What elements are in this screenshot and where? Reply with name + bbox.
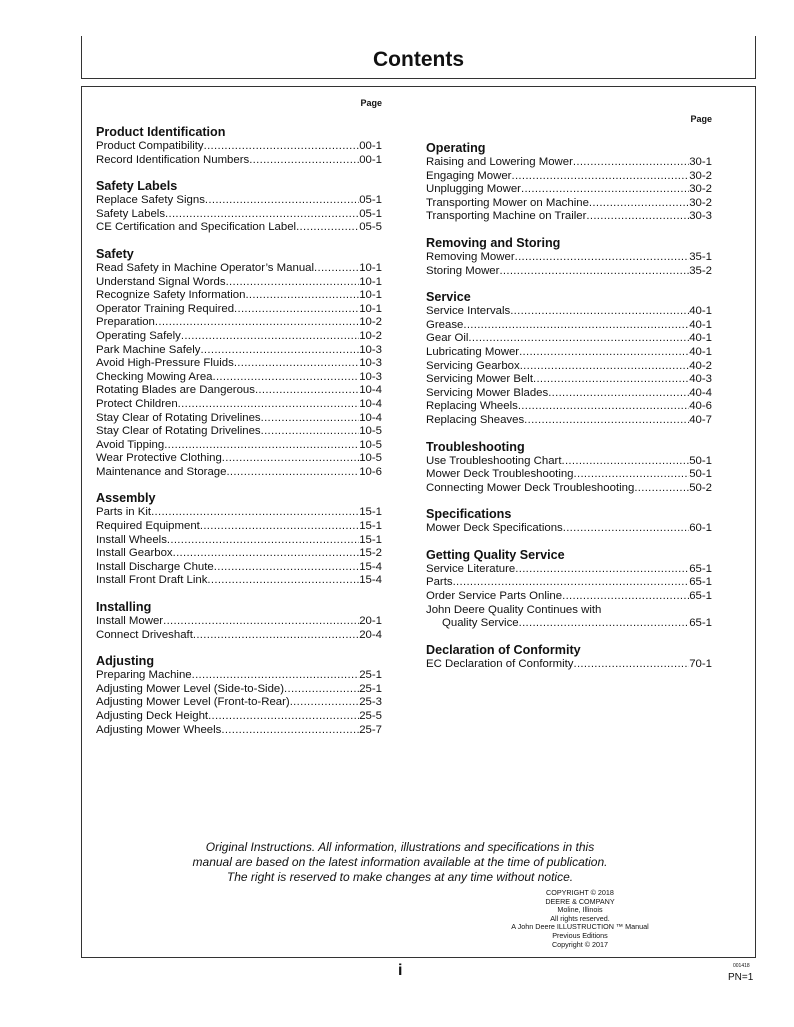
dot-leader <box>468 332 689 346</box>
toc-section <box>426 440 712 496</box>
entry-page: 65-1 <box>689 562 712 575</box>
toc-entry[interactable] <box>96 615 382 629</box>
dot-leader <box>155 316 359 330</box>
note-line: manual are based on the latest information available at the time of publication. <box>192 855 608 869</box>
toc-entry[interactable] <box>96 357 382 371</box>
toc-entry[interactable] <box>96 683 382 697</box>
toc-entry[interactable] <box>96 262 382 276</box>
toc-entry[interactable] <box>96 547 382 561</box>
toc-entry[interactable] <box>426 360 712 374</box>
entry-page: 50-2 <box>689 481 712 494</box>
entry-label: Lubricating Mower <box>426 345 520 358</box>
entry-page: 10-2 <box>359 329 382 342</box>
dot-leader <box>234 357 359 371</box>
toc-entry[interactable] <box>426 455 712 469</box>
section-title: Installing <box>96 600 152 615</box>
entry-label: Preparation <box>96 316 155 329</box>
toc-entry[interactable] <box>96 574 382 588</box>
entry-page: 10-5 <box>359 452 382 465</box>
page-number: i <box>398 962 403 979</box>
entry-label: Record Identification Numbers <box>96 153 250 166</box>
section-title: Assembly <box>96 491 156 506</box>
entry-label: Unplugging Mower <box>426 183 521 196</box>
entry-label: Preparing Machine <box>96 669 192 682</box>
note-line: The right is reserved to make changes at any time without notice. <box>226 870 574 884</box>
entry-label: Wear Protective Clothing <box>96 452 222 465</box>
entry-label: Stay Clear of Rotating Drivelines <box>96 425 261 438</box>
entry-label: Parts <box>426 576 453 589</box>
entry-label: Service Literature <box>426 562 516 575</box>
section-title: Specifications <box>426 507 512 522</box>
entry-page: 70-1 <box>689 657 712 670</box>
dot-leader <box>222 452 359 466</box>
entry-label: Servicing Mower Blades <box>426 386 549 399</box>
entry-page: 25-5 <box>359 710 382 722</box>
toc-entry[interactable] <box>426 468 712 482</box>
entry-label: Quality Service <box>442 617 519 630</box>
toc-entry[interactable] <box>96 412 382 426</box>
dot-leader <box>284 683 359 697</box>
toc-section <box>426 507 712 536</box>
section-title: Safety Labels <box>96 179 178 194</box>
dot-leader <box>200 344 359 358</box>
entry-label: Install Front Draft Link <box>96 574 208 587</box>
section-title: Product Identification <box>96 125 226 139</box>
entry-label: Install Wheels <box>96 533 167 546</box>
toc-entry[interactable] <box>96 303 382 317</box>
entry-page: 10-5 <box>359 425 382 438</box>
entry-page: 10-1 <box>359 289 382 302</box>
dot-leader <box>515 251 690 265</box>
section-title: Troubleshooting <box>426 439 525 454</box>
entry-page: 40-3 <box>689 373 712 386</box>
toc-entry[interactable] <box>96 276 382 290</box>
entry-label: Connecting Mower Deck Troubleshooting <box>426 481 635 494</box>
dot-leader <box>200 520 359 534</box>
section-title: Adjusting <box>96 654 155 669</box>
entry-label: John Deere Quality Continues with <box>426 603 602 616</box>
toc-entry[interactable] <box>96 289 382 303</box>
entry-page: 00-1 <box>359 153 382 166</box>
page-title: Contents <box>373 48 464 71</box>
toc-entry[interactable] <box>426 482 712 496</box>
entry-label: Service Intervals <box>426 305 511 318</box>
entry-page: 35-1 <box>689 250 712 263</box>
entry-label: Removing Mower <box>426 250 515 263</box>
entry-label: Operating Safely <box>96 329 181 342</box>
entry-page: 30-2 <box>689 169 712 182</box>
entry-label: Mower Deck Troubleshooting <box>426 468 574 481</box>
entry-page: 30-1 <box>689 156 712 168</box>
toc-entry[interactable] <box>426 387 712 401</box>
entry-label: Protect Children <box>96 397 178 410</box>
entry-page: 15-1 <box>359 506 382 519</box>
copyright-line: Moline, Illinois <box>557 905 603 915</box>
entry-page: 05-1 <box>359 194 382 207</box>
entry-page: 10-3 <box>359 343 382 356</box>
entry-label: Recognize Safety Information <box>96 289 246 302</box>
toc-entry[interactable] <box>426 210 712 224</box>
entry-label: Replacing Sheaves <box>426 413 525 426</box>
entry-page: 20-4 <box>359 628 382 641</box>
dot-leader <box>521 183 689 197</box>
copyright-line: Previous Editions <box>552 930 608 940</box>
section-title: Service <box>426 290 471 305</box>
entry-label: CE Certification and Specification Label <box>96 221 297 234</box>
dot-leader <box>234 303 359 317</box>
entry-label: Adjusting Deck Height <box>96 710 209 722</box>
toc-section <box>96 247 382 480</box>
copyright-block <box>480 889 680 949</box>
entry-page: 10-3 <box>359 370 382 383</box>
entry-label: Install Discharge Chute <box>96 560 214 573</box>
dot-leader <box>164 439 359 453</box>
dot-leader <box>255 384 359 398</box>
dot-leader <box>574 658 690 672</box>
entry-page: 05-5 <box>359 221 382 234</box>
entry-label: Checking Mowing Area <box>96 370 213 383</box>
dot-leader <box>192 669 360 683</box>
dot-leader <box>207 574 359 588</box>
toc-entry[interactable] <box>96 534 382 548</box>
toc-entry[interactable] <box>426 604 712 618</box>
entry-page: 40-1 <box>689 345 712 358</box>
entry-page: 40-4 <box>689 386 712 399</box>
entry-label: Stay Clear of Rotating Drivelines <box>96 411 261 424</box>
dot-leader <box>151 506 359 520</box>
toc-entry[interactable] <box>96 466 382 480</box>
entry-label: Required Equipment <box>96 520 200 533</box>
toc-entry[interactable] <box>426 170 712 184</box>
copyright-line: All rights reserved. <box>550 913 610 923</box>
entry-page: 65-1 <box>689 590 712 603</box>
entry-page: 35-2 <box>689 264 712 277</box>
dot-leader <box>314 262 359 276</box>
entry-label: Avoid High-Pressure Fluids <box>96 357 234 370</box>
entry-label: Use Troubleshooting Chart <box>426 454 562 467</box>
toc-section <box>426 548 712 631</box>
dot-leader <box>204 140 360 154</box>
entry-page: 10-4 <box>359 411 382 424</box>
dot-leader <box>589 197 689 211</box>
dot-leader <box>573 156 689 170</box>
dot-leader <box>463 319 689 333</box>
dot-leader <box>533 373 689 387</box>
page-column-heading: Page <box>360 98 382 108</box>
entry-label: Connect Driveshaft <box>96 628 193 641</box>
toc-entry[interactable] <box>426 400 712 414</box>
toc-entry[interactable] <box>96 398 382 412</box>
toc-sections <box>426 141 712 671</box>
dot-leader <box>601 604 712 618</box>
document-code: 001418 <box>733 963 750 969</box>
toc-entry[interactable] <box>96 452 382 466</box>
entry-page: 15-1 <box>359 520 382 533</box>
entry-page: 40-1 <box>689 305 712 318</box>
dot-leader <box>261 425 360 439</box>
dot-leader <box>574 468 690 482</box>
dot-leader <box>290 696 359 710</box>
toc-entry[interactable] <box>426 590 712 604</box>
entry-page: 30-3 <box>689 210 712 223</box>
dot-leader <box>519 346 689 360</box>
dot-leader <box>296 221 359 235</box>
entry-page: 30-2 <box>689 196 712 209</box>
toc-entry[interactable] <box>96 710 382 724</box>
section-title: Getting Quality Service <box>426 547 565 562</box>
entry-label: Operator Training Required <box>96 302 235 315</box>
toc-entry[interactable] <box>96 425 382 439</box>
entry-page: 40-1 <box>689 318 712 331</box>
entry-label: Read Safety in Machine Operator’s Manual <box>96 261 315 274</box>
toc-section <box>96 600 382 642</box>
toc-entry[interactable] <box>96 561 382 575</box>
entry-page: 40-6 <box>689 400 712 413</box>
dot-leader <box>221 724 359 738</box>
dot-leader <box>173 547 360 561</box>
toc-entry[interactable] <box>426 265 712 279</box>
toc-entry[interactable] <box>96 696 382 710</box>
dot-leader <box>634 482 689 496</box>
dot-leader <box>563 522 689 536</box>
dot-leader <box>249 154 359 168</box>
copyright-line: COPYRIGHT © 2018 <box>546 888 614 897</box>
toc-entry[interactable] <box>426 332 712 346</box>
entry-page: 15-4 <box>359 560 382 573</box>
entry-label: Servicing Mower Belt <box>426 373 533 386</box>
entry-page: 10-6 <box>359 465 382 478</box>
entry-label: Safety Labels <box>96 207 166 220</box>
toc-section <box>96 491 382 588</box>
entry-label: Transporting Machine on Trailer <box>426 210 587 223</box>
entry-page: 20-1 <box>359 615 382 628</box>
entry-page: 00-1 <box>359 140 382 152</box>
dot-leader <box>586 210 689 224</box>
entry-page: 10-4 <box>359 384 382 397</box>
toc-entry[interactable] <box>96 439 382 453</box>
entry-label: Grease <box>426 318 464 331</box>
toc-entry[interactable] <box>96 384 382 398</box>
dot-leader <box>193 629 359 643</box>
entry-page: 40-2 <box>689 359 712 372</box>
entry-page: 10-2 <box>359 316 382 329</box>
entry-label: Replacing Wheels <box>426 400 518 413</box>
entry-label: Order Service Parts Online <box>426 590 563 603</box>
entry-label: Gear Oil <box>426 332 469 345</box>
entry-label: Adjusting Mower Wheels <box>96 723 222 736</box>
toc-entry[interactable] <box>96 208 382 222</box>
entry-label: Engaging Mower <box>426 169 512 182</box>
toc-entry[interactable] <box>96 330 382 344</box>
toc-entry[interactable] <box>426 305 712 319</box>
entry-label: Adjusting Mower Level (Side-to-Side) <box>96 682 285 695</box>
toc-entry[interactable] <box>96 371 382 385</box>
toc-entry[interactable] <box>96 669 382 683</box>
entry-page: 10-1 <box>359 275 382 288</box>
toc-entry[interactable] <box>96 154 382 168</box>
toc-entry[interactable] <box>426 373 712 387</box>
toc-entry[interactable] <box>426 156 712 170</box>
toc-entry[interactable] <box>426 414 712 428</box>
toc-entry[interactable] <box>426 251 712 265</box>
toc-section <box>426 643 712 672</box>
dot-leader <box>518 400 689 414</box>
entry-page: 10-5 <box>359 438 382 451</box>
dot-leader <box>510 305 689 319</box>
toc-entry[interactable] <box>426 319 712 333</box>
dot-leader <box>213 371 360 385</box>
entry-label: Raising and Lowering Mower <box>426 156 573 168</box>
dot-leader <box>167 534 359 548</box>
entry-label: Park Machine Safely <box>96 343 201 356</box>
toc-entry[interactable] <box>96 140 382 154</box>
section-title: Declaration of Conformity <box>426 642 581 657</box>
copyright-line: Copyright © 2017 <box>551 939 609 949</box>
section-title: Operating <box>426 141 486 155</box>
toc-column-right <box>426 114 712 671</box>
copyright-line: A John Deere ILLUSTRUCTION ™ Manual <box>511 922 649 932</box>
entry-label: Maintenance and Storage <box>96 465 227 478</box>
entry-page: 10-4 <box>359 397 382 410</box>
entry-page: 10-1 <box>359 302 382 315</box>
dot-leader <box>165 208 359 222</box>
toc-section <box>96 654 382 737</box>
entry-page: 15-4 <box>359 574 382 587</box>
toc-entry[interactable] <box>426 522 712 536</box>
toc-entry[interactable] <box>426 183 712 197</box>
entry-page: 50-1 <box>689 454 712 467</box>
entry-page: 25-3 <box>359 696 382 709</box>
dot-leader <box>214 561 359 575</box>
toc-entry[interactable] <box>96 221 382 235</box>
toc-section <box>426 290 712 427</box>
toc-entry[interactable] <box>426 346 712 360</box>
dot-leader <box>226 276 360 290</box>
toc-entry[interactable] <box>426 576 712 590</box>
section-title: Safety <box>96 246 134 261</box>
entry-label: Product Compatibility <box>96 140 204 152</box>
entry-page: 65-1 <box>689 576 712 589</box>
toc-entry[interactable] <box>426 197 712 211</box>
toc-entry[interactable] <box>96 629 382 643</box>
note-line: Original Instructions. All information, illustrations and specifications in this <box>205 840 595 854</box>
dot-leader <box>520 360 689 374</box>
dot-leader <box>519 617 690 631</box>
toc-entry[interactable] <box>96 724 382 738</box>
toc-entry[interactable] <box>426 617 712 631</box>
dot-leader <box>515 563 689 577</box>
dot-leader <box>511 170 689 184</box>
toc-sections <box>96 125 382 737</box>
entry-label: Storing Mower <box>426 264 500 277</box>
toc-section <box>96 179 382 235</box>
toc-section <box>426 236 712 278</box>
toc-entry[interactable] <box>96 344 382 358</box>
entry-page: 25-1 <box>359 682 382 695</box>
entry-page: 65-1 <box>689 617 712 630</box>
title-frame <box>81 36 756 79</box>
section-title: Removing and Storing <box>426 235 561 250</box>
toc-column-left <box>96 98 382 737</box>
entry-label: Avoid Tipping <box>96 438 165 451</box>
entry-label: Understand Signal Words <box>96 275 226 288</box>
dot-leader <box>548 387 689 401</box>
entry-label: Install Gearbox <box>96 547 173 560</box>
entry-page: 30-2 <box>689 183 712 196</box>
dot-leader <box>181 330 359 344</box>
toc-entry[interactable] <box>96 506 382 520</box>
dot-leader <box>562 455 690 469</box>
entry-label: Transporting Mower on Machine <box>426 196 589 209</box>
entry-page: 15-2 <box>359 547 382 560</box>
entry-label: Servicing Gearbox <box>426 359 520 372</box>
dot-leader <box>453 576 690 590</box>
entry-label: Install Mower <box>96 615 164 628</box>
entry-label: Mower Deck Specifications <box>426 522 563 535</box>
entry-label: Adjusting Mower Level (Front-to-Rear) <box>96 696 290 709</box>
dot-leader <box>205 194 359 208</box>
entry-page: 25-7 <box>359 723 382 736</box>
dot-leader <box>226 466 359 480</box>
entry-page: 40-1 <box>689 332 712 345</box>
toc-entry[interactable] <box>96 194 382 208</box>
copyright-line: DEERE & COMPANY <box>545 896 615 906</box>
dot-leader <box>499 265 689 279</box>
dot-leader <box>524 414 689 428</box>
entry-label: Replace Safety Signs <box>96 194 205 207</box>
toc-entry[interactable] <box>426 658 712 672</box>
toc-entry[interactable] <box>96 520 382 534</box>
entry-page: 60-1 <box>689 522 712 535</box>
entry-page: 50-1 <box>689 468 712 481</box>
entry-label: Rotating Blades are Dangerous <box>96 384 255 397</box>
entry-page: 05-1 <box>359 207 382 220</box>
entry-label: Parts in Kit <box>96 506 152 519</box>
toc-section <box>426 141 712 224</box>
page-column-heading: Page <box>690 114 712 124</box>
dot-leader <box>245 289 359 303</box>
entry-label: EC Declaration of Conformity <box>426 657 574 670</box>
dot-leader <box>562 590 689 604</box>
original-instructions-note <box>140 840 660 885</box>
dot-leader <box>208 710 359 724</box>
entry-page: 15-1 <box>359 533 382 546</box>
entry-page: 10-1 <box>359 261 382 274</box>
entry-page: 10-3 <box>359 357 382 370</box>
toc-entry[interactable] <box>96 316 382 330</box>
dot-leader <box>261 412 360 426</box>
toc-section <box>96 125 382 167</box>
entry-page: 25-1 <box>359 669 382 682</box>
toc-entry[interactable] <box>426 563 712 577</box>
dot-leader <box>178 398 360 412</box>
entry-page: 40-7 <box>689 413 712 426</box>
pn-label: PN=1 <box>728 972 754 983</box>
dot-leader <box>163 615 359 629</box>
